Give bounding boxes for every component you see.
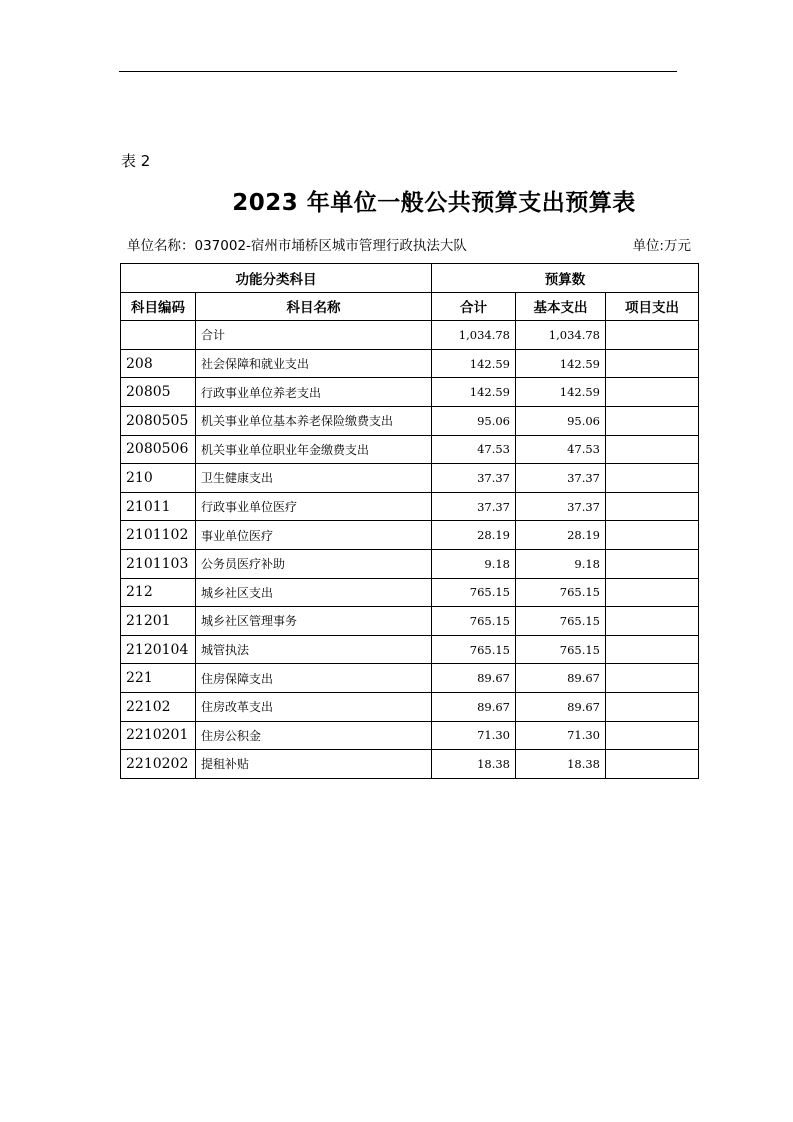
- cell-basic: 765.15: [516, 607, 606, 636]
- cell-code: 2120104: [121, 635, 196, 664]
- cell-project: [606, 750, 699, 779]
- cell-name: 公务员医疗补助: [196, 549, 432, 578]
- table-row: [121, 406, 699, 435]
- cell-basic: 9.18: [516, 549, 606, 578]
- header-rule: [119, 71, 677, 72]
- cell-total: 71.30: [432, 721, 516, 750]
- column-header-basic: 基本支出: [516, 292, 606, 321]
- cell-project: [606, 549, 699, 578]
- cell-name: 住房保障支出: [196, 664, 432, 693]
- cell-name: 卫生健康支出: [196, 464, 432, 493]
- table-row: [121, 721, 699, 750]
- cell-total: 765.15: [432, 635, 516, 664]
- cell-name: 行政事业单位医疗: [196, 492, 432, 521]
- table-row: [121, 435, 699, 464]
- cell-project: [606, 692, 699, 721]
- cell-project: [606, 435, 699, 464]
- cell-name: 合计: [196, 321, 432, 350]
- column-header-row: [121, 292, 699, 321]
- cell-code: 2210202: [121, 750, 196, 779]
- cell-total: 142.59: [432, 349, 516, 378]
- cell-basic: 765.15: [516, 578, 606, 607]
- table-row: [121, 607, 699, 636]
- cell-total: 765.15: [432, 607, 516, 636]
- cell-name: 行政事业单位养老支出: [196, 378, 432, 407]
- cell-project: [606, 321, 699, 350]
- cell-basic: 89.67: [516, 692, 606, 721]
- cell-total: 95.06: [432, 406, 516, 435]
- cell-name: 住房改革支出: [196, 692, 432, 721]
- cell-project: [606, 464, 699, 493]
- cell-total: 47.53: [432, 435, 516, 464]
- cell-basic: 37.37: [516, 492, 606, 521]
- cell-code: 21011: [121, 492, 196, 521]
- cell-project: [606, 664, 699, 693]
- column-header-name: 科目名称: [196, 292, 432, 321]
- table-row: [121, 750, 699, 779]
- cell-basic: 47.53: [516, 435, 606, 464]
- cell-total: 37.37: [432, 464, 516, 493]
- cell-code: 208: [121, 349, 196, 378]
- cell-code: 21201: [121, 607, 196, 636]
- cell-project: [606, 578, 699, 607]
- cell-total: 37.37: [432, 492, 516, 521]
- cell-code: 212: [121, 578, 196, 607]
- cell-code: 20805: [121, 378, 196, 407]
- table-row: [121, 321, 699, 350]
- cell-code: 2210201: [121, 721, 196, 750]
- cell-total: 89.67: [432, 692, 516, 721]
- cell-name: 城乡社区支出: [196, 578, 432, 607]
- table-row: [121, 349, 699, 378]
- cell-name: 机关事业单位职业年金缴费支出: [196, 435, 432, 464]
- cell-code: 2101102: [121, 521, 196, 550]
- unit-name: 单位名称：037002-宿州市埇桥区城市管理行政执法大队: [127, 238, 467, 254]
- cell-code: 221: [121, 664, 196, 693]
- cell-total: 18.38: [432, 750, 516, 779]
- cell-code: [121, 321, 196, 350]
- column-header-code: 科目编码: [121, 292, 196, 321]
- cell-name: 城管执法: [196, 635, 432, 664]
- cell-code: 2101103: [121, 549, 196, 578]
- cell-name: 提租补贴: [196, 750, 432, 779]
- cell-name: 社会保障和就业支出: [196, 349, 432, 378]
- page-title: 2023 年单位一般公共预算支出预算表: [232, 190, 636, 216]
- cell-name: 事业单位医疗: [196, 521, 432, 550]
- cell-basic: 37.37: [516, 464, 606, 493]
- group-header-budget: 预算数: [432, 264, 699, 293]
- cell-basic: 89.67: [516, 664, 606, 693]
- cell-basic: 18.38: [516, 750, 606, 779]
- table-row: [121, 664, 699, 693]
- cell-basic: 71.30: [516, 721, 606, 750]
- cell-total: 1,034.78: [432, 321, 516, 350]
- cell-project: [606, 607, 699, 636]
- group-header-row: [121, 264, 699, 293]
- table-row: [121, 635, 699, 664]
- table-row: [121, 464, 699, 493]
- budget-table: [120, 263, 699, 779]
- cell-project: [606, 378, 699, 407]
- column-header-project: 项目支出: [606, 292, 699, 321]
- cell-basic: 28.19: [516, 521, 606, 550]
- cell-basic: 142.59: [516, 349, 606, 378]
- cell-project: [606, 492, 699, 521]
- cell-code: 2080505: [121, 406, 196, 435]
- cell-total: 9.18: [432, 549, 516, 578]
- cell-code: 22102: [121, 692, 196, 721]
- cell-basic: 95.06: [516, 406, 606, 435]
- column-header-total: 合计: [432, 292, 516, 321]
- cell-project: [606, 721, 699, 750]
- table-row: [121, 549, 699, 578]
- cell-total: 765.15: [432, 578, 516, 607]
- cell-name: 住房公积金: [196, 721, 432, 750]
- budget-table-body: [121, 321, 699, 779]
- cell-project: [606, 521, 699, 550]
- cell-project: [606, 635, 699, 664]
- cell-code: 2080506: [121, 435, 196, 464]
- cell-code: 210: [121, 464, 196, 493]
- cell-basic: 142.59: [516, 378, 606, 407]
- table-row: [121, 492, 699, 521]
- cell-total: 142.59: [432, 378, 516, 407]
- table-row: [121, 578, 699, 607]
- group-header-function-class: 功能分类科目: [121, 264, 432, 293]
- cell-basic: 765.15: [516, 635, 606, 664]
- cell-basic: 1,034.78: [516, 321, 606, 350]
- cell-total: 89.67: [432, 664, 516, 693]
- table-row: [121, 521, 699, 550]
- unit-label: 单位:万元: [632, 238, 691, 254]
- table-number: 表 2: [121, 152, 151, 170]
- cell-total: 28.19: [432, 521, 516, 550]
- table-row: [121, 692, 699, 721]
- table-row: [121, 378, 699, 407]
- cell-name: 城乡社区管理事务: [196, 607, 432, 636]
- cell-project: [606, 349, 699, 378]
- cell-name: 机关事业单位基本养老保险缴费支出: [196, 406, 432, 435]
- cell-project: [606, 406, 699, 435]
